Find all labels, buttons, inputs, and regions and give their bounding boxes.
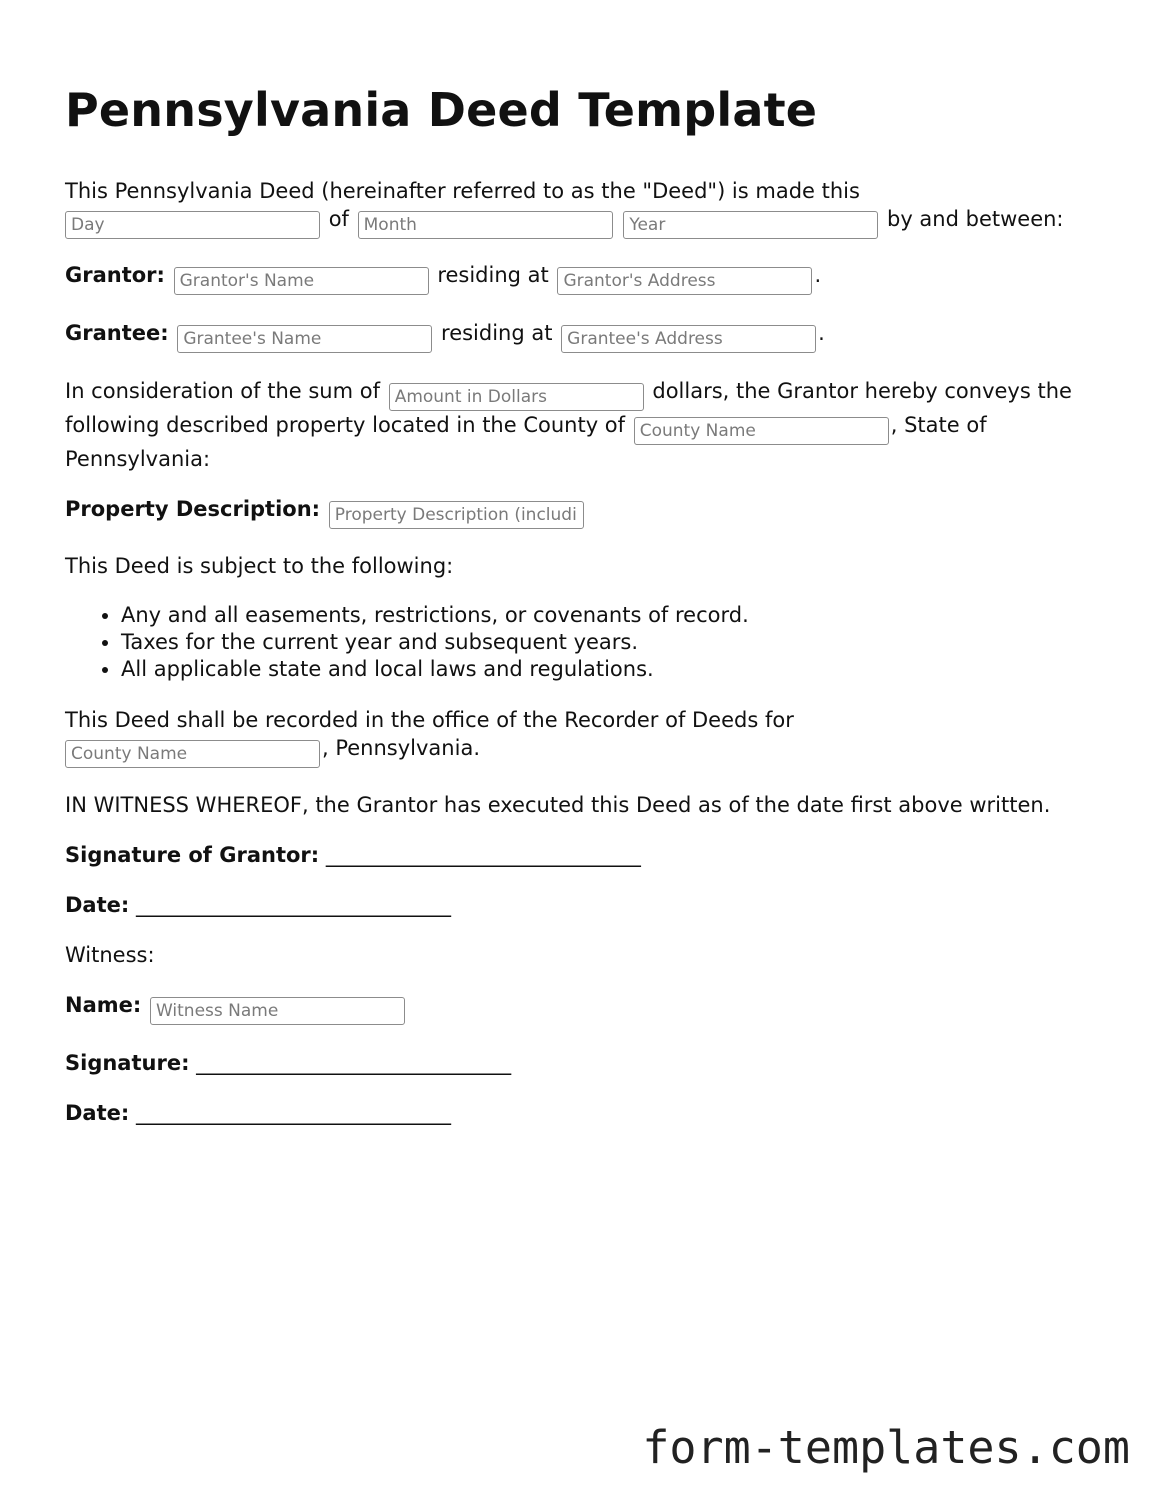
consideration-pre-text: In consideration of the sum of [65,379,380,403]
consideration-mid-text: dollars, the Grantor hereby conveys the following described property located in the County of [65,379,1072,437]
of-text: of [328,207,349,231]
day-input[interactable] [65,211,320,239]
grantor-line [65,261,1105,295]
grantor-signature-line [65,841,1105,869]
consideration-post-text: , State of Pennsylvania: [65,413,987,471]
subject-list [65,602,1105,683]
grantor-signature-label: Signature of Grantor: [65,843,320,867]
consideration-paragraph [65,377,1095,473]
year-input[interactable] [623,211,878,239]
grantor-label: Grantor: [65,263,165,287]
witness-whereof-paragraph: IN WITNESS WHEREOF, the Grantor has executed this Deed as of the date first above written. [65,793,1051,817]
subject-intro: This Deed is subject to the following: [65,554,454,578]
grantor-date-blank[interactable]: ______________________________ [135,893,451,917]
grantor-address-input[interactable] [557,267,812,295]
witness-date-line [65,1099,1105,1127]
grantee-address-input[interactable] [561,325,816,353]
deed-document [65,78,1105,1127]
footer-brand: form-templates.com [642,1421,1130,1474]
witness-signature-line [65,1049,1105,1077]
grantor-date-line [65,891,1105,919]
grantor-signature-blank[interactable]: ______________________________ [325,843,641,867]
list-item: • Taxes for the current year and subsequent years. [121,629,1105,656]
list-item: • All applicable state and local laws and regulations. [121,656,1105,683]
recording-text: This Deed shall be recorded in the office of the Recorder of Deeds for [65,708,794,732]
recording-paragraph [65,706,1105,768]
witness-name-input[interactable] [150,997,405,1025]
property-description-line [65,495,1105,529]
grantee-name-input[interactable] [177,325,432,353]
grantee-residing-text: residing at [441,321,553,345]
witness-name-label: Name: [65,993,142,1017]
intro-text: This Pennsylvania Deed (hereinafter referred to as the "Deed") is made this [65,179,860,203]
county-input[interactable] [634,417,889,445]
page-title: Pennsylvania Deed Template [65,83,818,137]
month-input[interactable] [358,211,613,239]
amount-input[interactable] [389,383,644,411]
grantee-line [65,319,1105,353]
grantee-label: Grantee: [65,321,169,345]
grantor-residing-text: residing at [437,263,549,287]
grantor-date-label: Date: [65,893,130,917]
intro-paragraph [65,177,1105,239]
by-and-between-text: by and between: [887,207,1064,231]
grantor-period: . [814,263,822,287]
witness-date-blank[interactable]: ______________________________ [135,1101,451,1125]
property-description-label: Property Description: [65,497,321,521]
property-description-input[interactable] [329,501,584,529]
witness-signature-blank[interactable]: ______________________________ [196,1051,512,1075]
grantor-name-input[interactable] [174,267,429,295]
witness-name-line [65,991,1105,1025]
recording-post-text: , Pennsylvania. [322,736,480,760]
recording-county-input[interactable] [65,740,320,768]
witness-label: Witness: [65,943,155,967]
grantee-period: . [818,321,825,345]
list-item: • Any and all easements, restrictions, or covenants of record. [121,602,1105,629]
witness-date-label: Date: [65,1101,130,1125]
witness-signature-label: Signature: [65,1051,190,1075]
